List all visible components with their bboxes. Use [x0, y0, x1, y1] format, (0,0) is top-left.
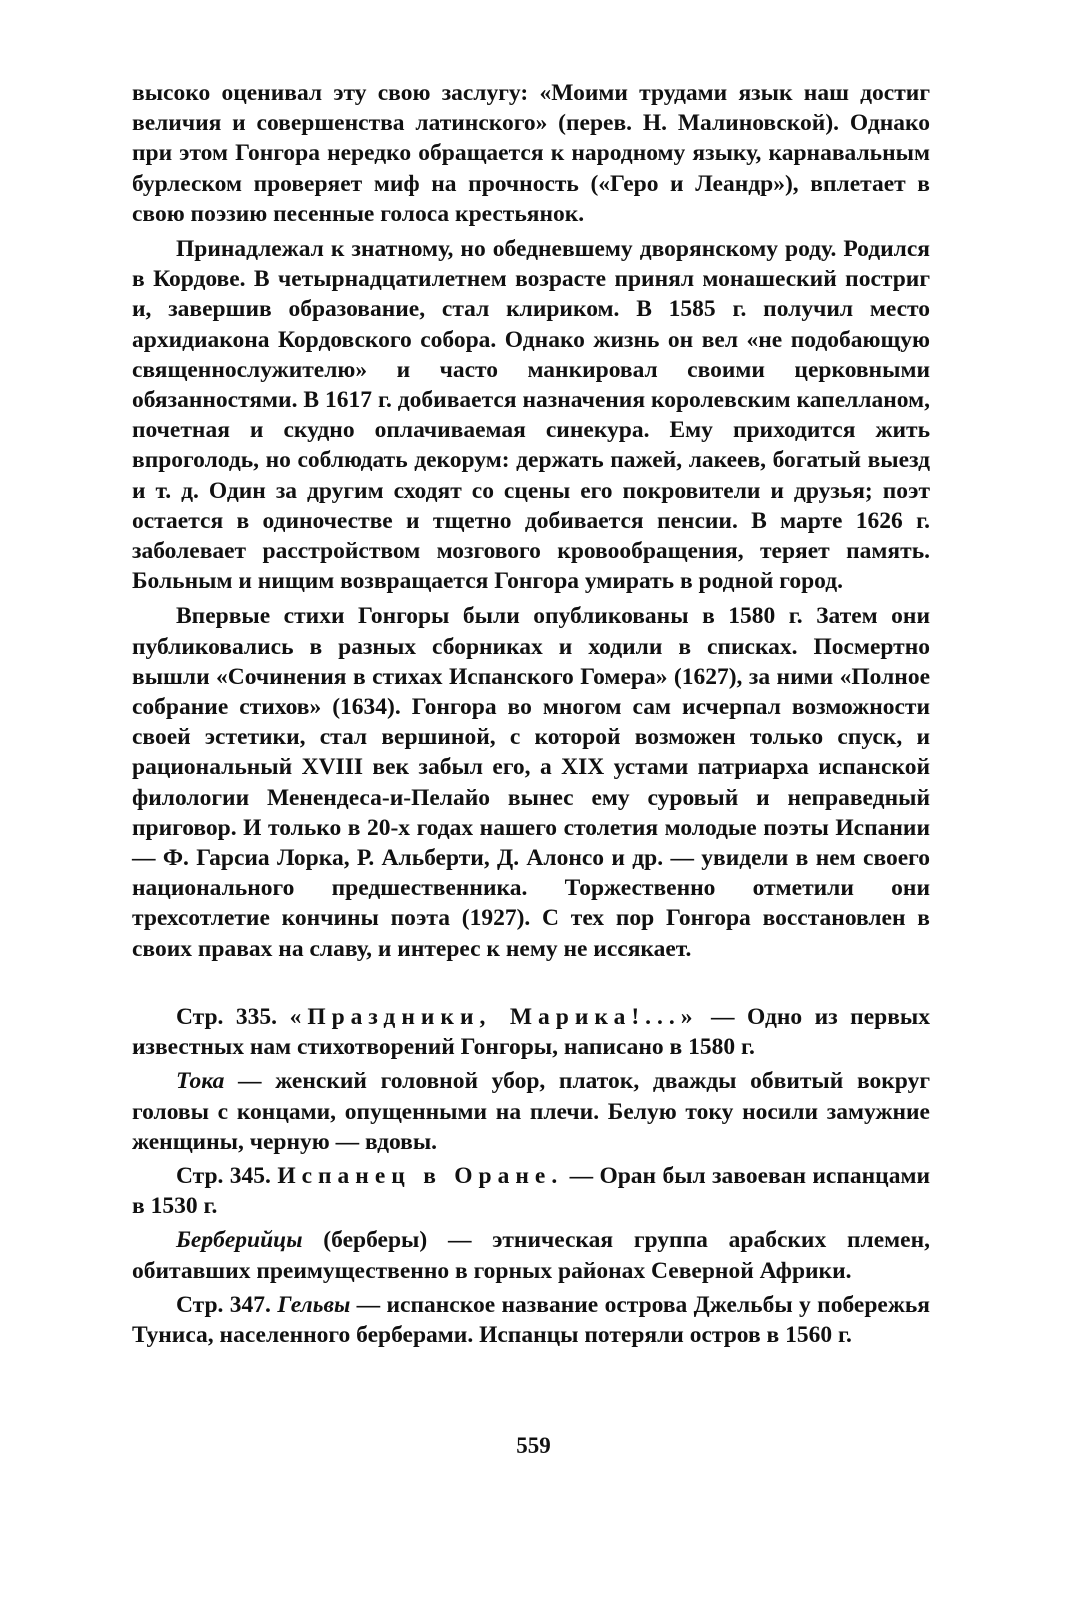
note-term: Гельвы	[277, 1291, 351, 1318]
note-ref: Стр. 345.	[176, 1162, 278, 1189]
note-poem-title: Испанец в Оране.	[277, 1162, 564, 1189]
note-poem-title: «Праздники, Марика!...»	[289, 1003, 699, 1030]
note-text: — Оран был завоеван испанцами в 1530 г.	[132, 1162, 930, 1220]
paragraph-intro: высоко оценивал эту свою заслугу: «Моими трудами язык наш достиг величия и совершенства латинского» (перев. Н. Малиновской). Однако при этом Гонгора нередко обращается к народному языку, карнавальным бурлеском проверяет миф на прочность («Геро и Леандр»), вплетает в свою поэзию песенные голоса крестьянок.	[132, 80, 930, 227]
note-text: — испанское название острова Джельбы у побережья Туниса, населенного берберами. Испанцы потеряли остров в 1560 г.	[132, 1291, 930, 1348]
notes-section	[132, 1002, 930, 1350]
note-page-335	[132, 1002, 930, 1062]
note-text: — женский головной убор, платок, дважды обвитый вокруг головы с концами, опущенными на плечи. Белую току носили замужние женщины, черную — вдовы.	[132, 1068, 930, 1155]
paragraph-publications: Впервые стихи Гонгоры были опубликованы в 1580 г. Затем они публиковались в разных сборниках и ходили в списках. Посмертно вышли «Сочинения в стихах Испанского Гомера» (1627), за ними «Полное собрание стихов» (1634). Гонгора во многом сам исчерпал возможности своей эстетики, стал вершиной, с которой возможен только спуск, и рациональный XVIII век забыл его, а XIX устами патриарха испанской филологии Менендеса-и-Пелайо вынес ему суровый и неправедный приговор. И только в 20-х годах нашего столетия молодые поэты Испании — Ф. Гарсиа Лорка, Р. Альберти, Д. Алонсо и др. — увидели в нем своего национального предшественника. Торжественно отметили они трехсотлетие кончины поэта (1927). С тех пор Гонгора восстановлен в своих правах на славу, и интерес к нему не иссякает.	[132, 603, 930, 962]
note-ref: Стр. 335.	[176, 1003, 290, 1030]
note-ref: Стр. 347.	[176, 1291, 278, 1318]
note-term: Тока	[176, 1068, 225, 1095]
note-toka	[132, 1066, 930, 1157]
note-page-347	[132, 1290, 930, 1350]
note-page-345	[132, 1161, 930, 1221]
page-number: 559	[516, 1433, 551, 1458]
note-berbers	[132, 1225, 930, 1285]
note-text: — Одно из первых известных нам стихотворений Гонгоры, написано в 1580 г.	[132, 1003, 930, 1061]
note-term: Берберийцы	[176, 1227, 303, 1254]
page-content	[132, 78, 930, 1354]
paragraph-biography: Принадлежал к знатному, но обедневшему дворянскому роду. Родился в Кордове. В четырнадцатилетнем возрасте принял монашеский постриг и, завершив образование, стал клириком. В 1585 г. получил место архидиакона Кордовского собора. Однако жизнь он вел «не подобающую священнослужителю» и часто манкировал своими церковными обязанностями. В 1617 г. добивается назначения королевским капелланом, почетная и скудно оплачиваемая синекура. Ему приходится жить впроголодь, но соблюдать декорум: держать пажей, лакеев, богатый выезд и т. д. Один за другим сходят со сцены его покровители и друзья; поэт остается в одиночестве и тщетно добивается пенсии. В марте 1626 г. заболевает расстройством мозгового кровообращения, теряет память. Больным и нищим возвращается Гонгора умирать в родной город.	[132, 236, 930, 595]
note-text: (берберы) — этническая группа арабских племен, обитавших преимущественно в горных районах Северной Африки.	[132, 1227, 930, 1284]
